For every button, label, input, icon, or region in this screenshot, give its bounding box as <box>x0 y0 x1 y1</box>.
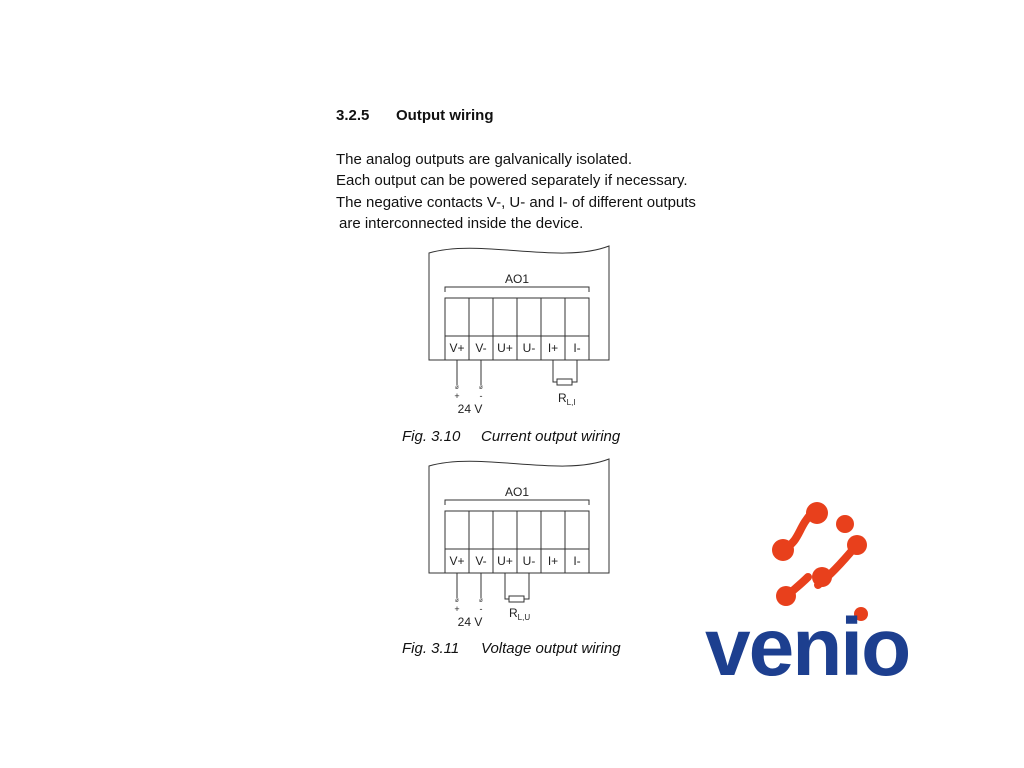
supply-minus-sign: - <box>479 604 483 614</box>
terminal-label: U+ <box>497 341 513 355</box>
terminal-label: U+ <box>497 554 513 568</box>
svg-text:ø: ø <box>455 385 459 391</box>
figure-caption <box>402 428 620 445</box>
logo-wordmark: venio <box>705 602 910 690</box>
figure-number: Fig. 3.10 <box>402 428 461 445</box>
supply-voltage-label: 24 V <box>457 402 483 416</box>
svg-text:ø: ø <box>479 598 483 604</box>
terminal-label: I+ <box>547 341 559 355</box>
svg-text:ø: ø <box>455 598 459 604</box>
section-heading <box>336 107 493 124</box>
terminal-label: I- <box>573 554 581 568</box>
supply-voltage-label: 24 V <box>457 615 483 629</box>
figure-caption-text: Voltage output wiring <box>481 640 621 657</box>
device-bracket <box>445 500 589 505</box>
terminal-label: V+ <box>449 554 465 568</box>
load-resistor <box>509 596 524 602</box>
figure-number: Fig. 3.11 <box>402 640 460 657</box>
paragraph-line: The negative contacts V-, U- and I- of different outputs <box>336 193 696 211</box>
device-label: AO1 <box>504 485 530 499</box>
load-loop <box>505 573 529 599</box>
voltage-output-wiring-diagram <box>420 453 620 633</box>
resistor-label: $R_{L,U}$ <box>509 606 531 622</box>
paragraph-line: Each output can be powered separately if necessary. <box>336 172 688 190</box>
resistor-label: $R_{L,I}$ <box>558 391 576 407</box>
figure-caption-text: Current output wiring <box>481 428 621 445</box>
figure-caption <box>402 640 621 657</box>
section-number: 3.2.5 <box>336 107 370 124</box>
venio-logo <box>700 495 940 690</box>
terminal-label: V- <box>475 341 487 355</box>
current-output-wiring-diagram <box>420 240 620 420</box>
terminal-label: I- <box>573 341 581 355</box>
svg-text:ø: ø <box>479 385 483 391</box>
intro-paragraph <box>336 149 696 234</box>
paragraph-line: The analog outputs are galvanically isolated. <box>336 151 633 168</box>
supply-minus-sign: - <box>479 391 483 401</box>
device-bracket <box>445 287 589 292</box>
terminal-label: U- <box>522 341 536 355</box>
terminal-label: V- <box>475 554 487 568</box>
terminal-label: U- <box>522 554 536 568</box>
supply-plus-sign: + <box>454 604 460 614</box>
section-title: Output wiring <box>396 107 494 124</box>
load-resistor <box>557 379 572 385</box>
device-label: AO1 <box>504 272 530 286</box>
paragraph-line: are interconnected inside the device. <box>339 214 584 232</box>
supply-plus-sign: + <box>454 391 460 401</box>
terminal-label: V+ <box>449 341 465 355</box>
terminal-label: I+ <box>547 554 559 568</box>
